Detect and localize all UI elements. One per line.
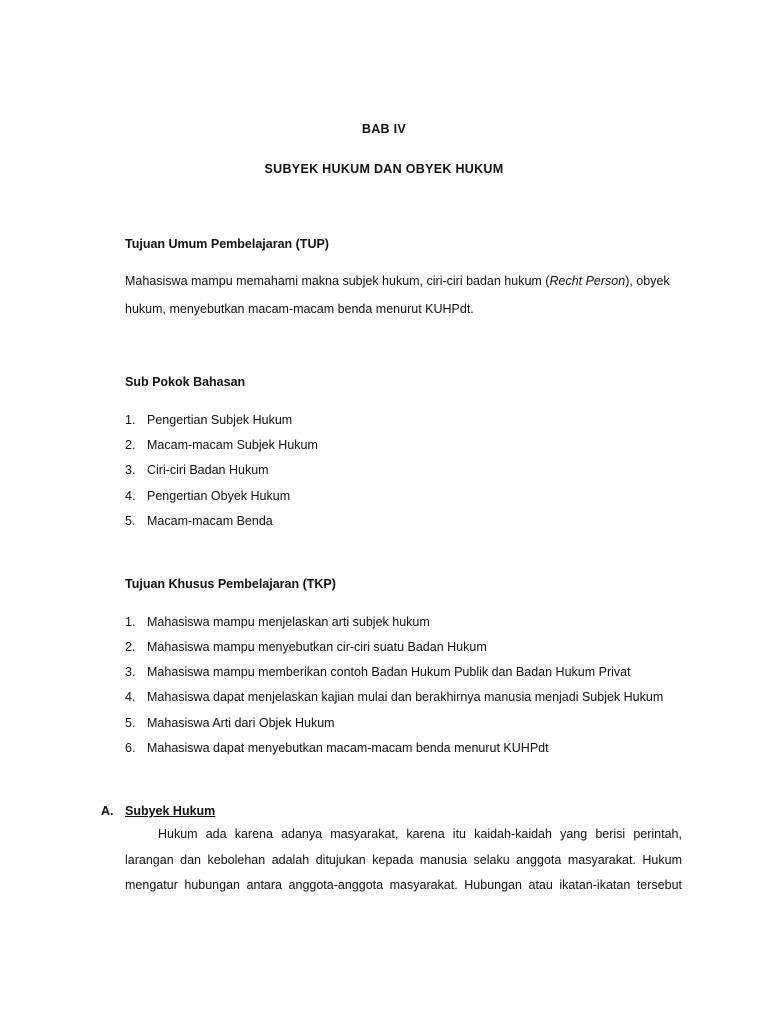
list-text: Mahasiswa Arti dari Objek Hukum (147, 716, 335, 730)
page-title: SUBYEK HUKUM DAN OBYEK HUKUM (264, 162, 504, 176)
list-number: 4. (125, 489, 136, 503)
paragraph-line: Hukum ada karena adanya masyarakat, karena itu kaidah-kaidah yang berisi perintah, (158, 827, 682, 841)
list-number: 2. (125, 438, 136, 452)
tup-text-italic: Recht Person (549, 274, 626, 288)
list-text: Mahasiswa mampu menjelaskan arti subjek hukum (147, 615, 430, 629)
list-number: 1. (125, 413, 136, 427)
list-number: 5. (125, 716, 136, 730)
list-text: Macam-macam Subjek Hukum (147, 438, 318, 452)
section-a-label: A. (101, 804, 114, 818)
tup-paragraph (125, 267, 685, 323)
tup-text-before: Mahasiswa mampu memahami makna subjek hukum, ciri-ciri badan hukum ( (125, 274, 550, 288)
paragraph-line: larangan dan kebolehan adalah ditujukan kepada manusia selaku anggota masyarakat. Hukum (125, 852, 682, 867)
list-number: 3. (125, 665, 136, 679)
list-number: 1. (125, 615, 136, 629)
list-text: Mahasiswa mampu menyebutkan cir-ciri suatu Badan Hukum (147, 640, 487, 654)
paragraph-line: mengatur hubungan antara anggota-anggota masyarakat. Hubungan atau ikatan-ikatan tersebut (125, 878, 682, 892)
list-text: Pengertian Subjek Hukum (147, 413, 293, 427)
chapter-label: BAB IV (361, 122, 407, 136)
list-number: 2. (125, 640, 136, 654)
section-a-heading: Subyek Hukum (125, 804, 216, 818)
list-text: Macam-macam Benda (147, 514, 273, 528)
sub-pokok-heading: Sub Pokok Bahasan (125, 375, 246, 389)
list-number: 4. (125, 690, 136, 704)
section-a-paragraph (125, 822, 682, 899)
tup-heading: Tujuan Umum Pembelajaran (TUP) (125, 237, 329, 251)
list-text: Mahasiswa mampu memberikan contoh Badan Hukum Publik dan Badan Hukum Privat (147, 665, 631, 679)
list-text: Mahasiswa dapat menyebutkan macam-macam benda menurut KUHPdt (147, 741, 549, 755)
tup-text-after: ), obyek hukum, menyebutkan macam-macam benda menurut KUHPdt. (125, 274, 670, 316)
list-number: 5. (125, 514, 136, 528)
list-text: Mahasiswa dapat menjelaskan kajian mulai dan berakhirnya manusia menjadi Subjek Hukum (147, 690, 664, 704)
list-text: Ciri-ciri Badan Hukum (147, 463, 269, 477)
tkp-heading: Tujuan Khusus Pembelajaran (TKP) (125, 577, 336, 591)
list-text: Pengertian Obyek Hukum (147, 489, 291, 503)
list-number: 3. (125, 463, 136, 477)
list-number: 6. (125, 741, 136, 755)
